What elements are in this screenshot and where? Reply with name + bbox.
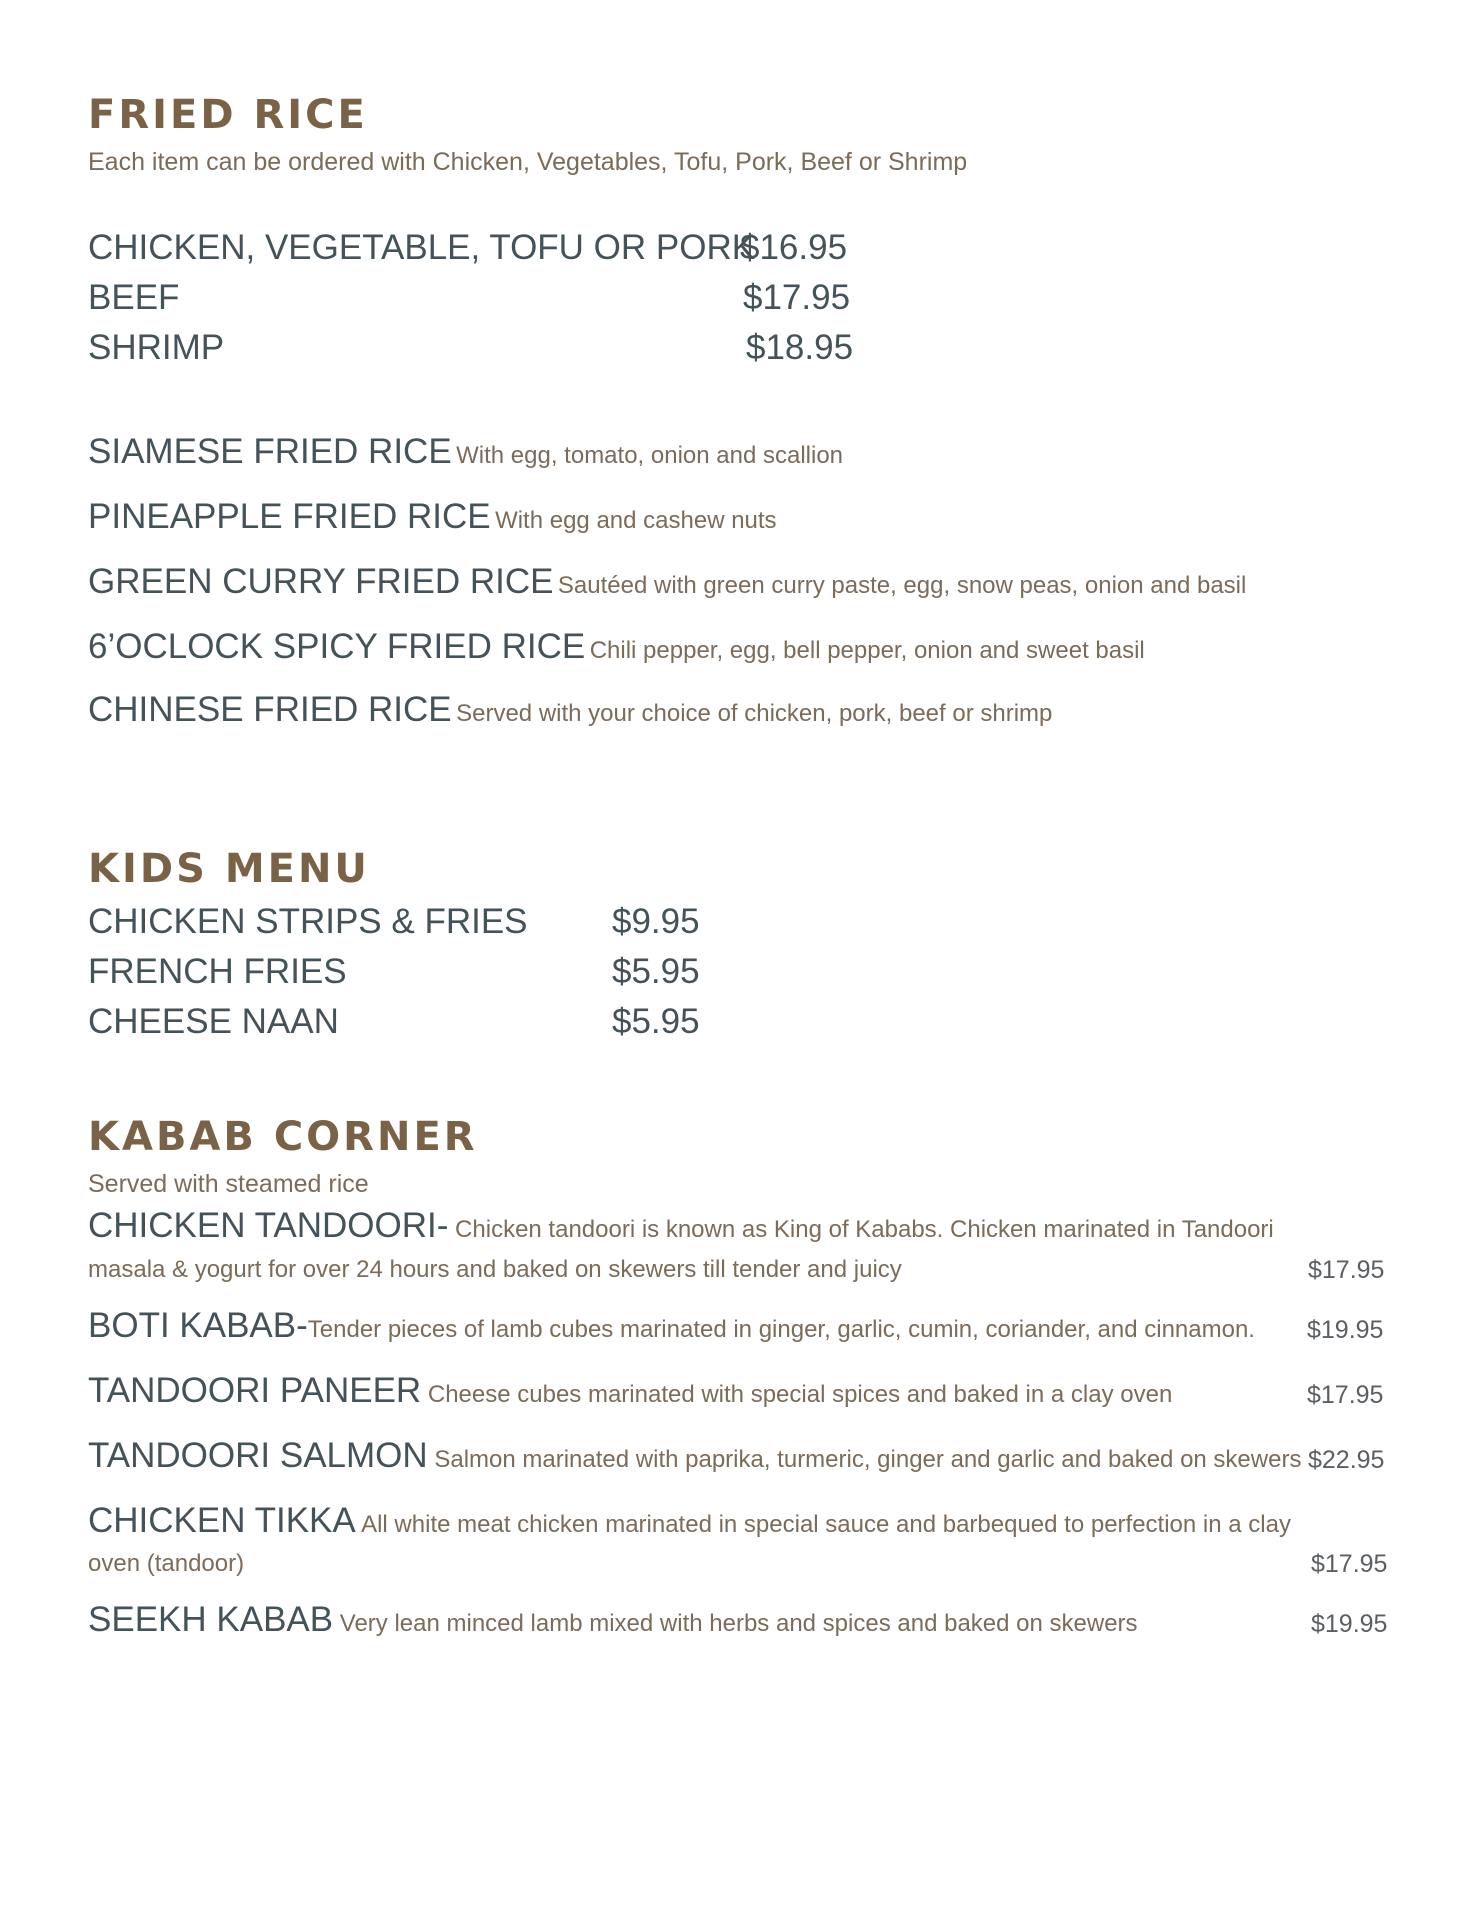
fried-rice-dish: [88, 562, 1246, 602]
kabab-description: Tender pieces of lamb cubes marinated in ginger, garlic, cumin, coriander, and cinnamon.: [307, 1316, 1255, 1343]
price-row-price: $17.95: [743, 278, 851, 317]
dish-name: 6’OCLOCK SPICY FRIED RICE: [88, 627, 586, 666]
kabab-description: All white meat chicken marinated in special sauce and barbequed to perfection in a clay: [355, 1511, 1291, 1538]
kabab-price: $17.95: [1307, 1381, 1384, 1409]
kabab-description: Chicken tandoori is known as King of Kababs. Chicken marinated in Tandoori: [448, 1216, 1274, 1243]
kabab-description-continued: masala & yogurt for over 24 hours and baked on skewers till tender and juicy: [88, 1256, 902, 1283]
fried-rice-dish: [88, 432, 843, 472]
kabab-item: [88, 1600, 1408, 1646]
menu-page: [88, 0, 1408, 1920]
dish-name: GREEN CURRY FRIED RICE: [88, 562, 554, 601]
price-row-name: BEEF: [88, 278, 180, 317]
kabab-item: [88, 1501, 1408, 1541]
kids-item-name: CHEESE NAAN: [88, 1002, 339, 1041]
kabab-item-continued: [88, 1256, 1408, 1288]
kabab-name: TANDOORI SALMON: [88, 1436, 428, 1475]
kabab-item: [88, 1206, 1408, 1246]
kids-item-price: $5.95: [612, 1002, 700, 1041]
kabab-name: SEEKH KABAB: [88, 1600, 334, 1639]
kabab-item: [88, 1371, 1408, 1417]
kabab-item: [88, 1306, 1408, 1352]
kids-item-name: CHICKEN STRIPS & FRIES: [88, 902, 528, 941]
price-row-price: $16.95: [740, 228, 848, 267]
kabab-item: [88, 1436, 1408, 1482]
dish-description: Served with your choice of chicken, pork, beef or shrimp: [456, 700, 1053, 727]
kabab-name: CHICKEN TANDOORI-: [88, 1206, 449, 1245]
kabab-price: $17.95: [1308, 1256, 1385, 1284]
kabab-name: BOTI KABAB-: [88, 1306, 308, 1345]
dish-description: Chili pepper, egg, bell pepper, onion and sweet basil: [589, 637, 1145, 664]
kids-menu-heading: KIDS MENU: [88, 846, 370, 892]
kabab-price: $22.95: [1308, 1446, 1385, 1474]
kabab-item-continued: [88, 1550, 1408, 1582]
dish-name: SIAMESE FRIED RICE: [88, 432, 452, 471]
kids-item-price: $9.95: [612, 902, 700, 941]
price-row-name: CHICKEN, VEGETABLE, TOFU OR PORK: [88, 228, 756, 267]
kids-item-name: FRENCH FRIES: [88, 952, 347, 991]
dish-description: With egg and cashew nuts: [495, 507, 777, 534]
price-row-price: $18.95: [746, 328, 854, 367]
kabab-price: $19.95: [1307, 1316, 1384, 1344]
fried-rice-heading: FRIED RICE: [88, 92, 368, 138]
fried-rice-note: Each item can be ordered with Chicken, Vegetables, Tofu, Pork, Beef or Shrimp: [88, 148, 968, 176]
kids-item-price: $5.95: [612, 952, 700, 991]
kabab-description: Very lean minced lamb mixed with herbs and spices and baked on skewers: [333, 1610, 1138, 1637]
kabab-corner-heading: KABAB CORNER: [88, 1114, 478, 1160]
kabab-price: $19.95: [1311, 1610, 1388, 1638]
kabab-description: Cheese cubes marinated with special spices and baked in a clay oven: [421, 1381, 1173, 1408]
dish-description: Sautéed with green curry paste, egg, snow peas, onion and basil: [557, 572, 1247, 599]
kabab-corner-note: Served with steamed rice: [88, 1170, 369, 1198]
kabab-description: Salmon marinated with paprika, turmeric, ginger and garlic and baked on skewers: [427, 1446, 1302, 1473]
dish-name: PINEAPPLE FRIED RICE: [88, 497, 491, 536]
price-row-name: SHRIMP: [88, 328, 225, 367]
kabab-name: TANDOORI PANEER: [88, 1371, 422, 1410]
fried-rice-dish: [88, 627, 1145, 667]
fried-rice-dish: [88, 497, 777, 537]
dish-name: CHINESE FRIED RICE: [88, 690, 452, 729]
dish-description: With egg, tomato, onion and scallion: [456, 442, 844, 469]
kabab-name: CHICKEN TIKKA: [88, 1501, 356, 1540]
kabab-description-continued: oven (tandoor): [88, 1550, 245, 1577]
kabab-price: $17.95: [1311, 1550, 1388, 1578]
fried-rice-dish: [88, 690, 1052, 730]
